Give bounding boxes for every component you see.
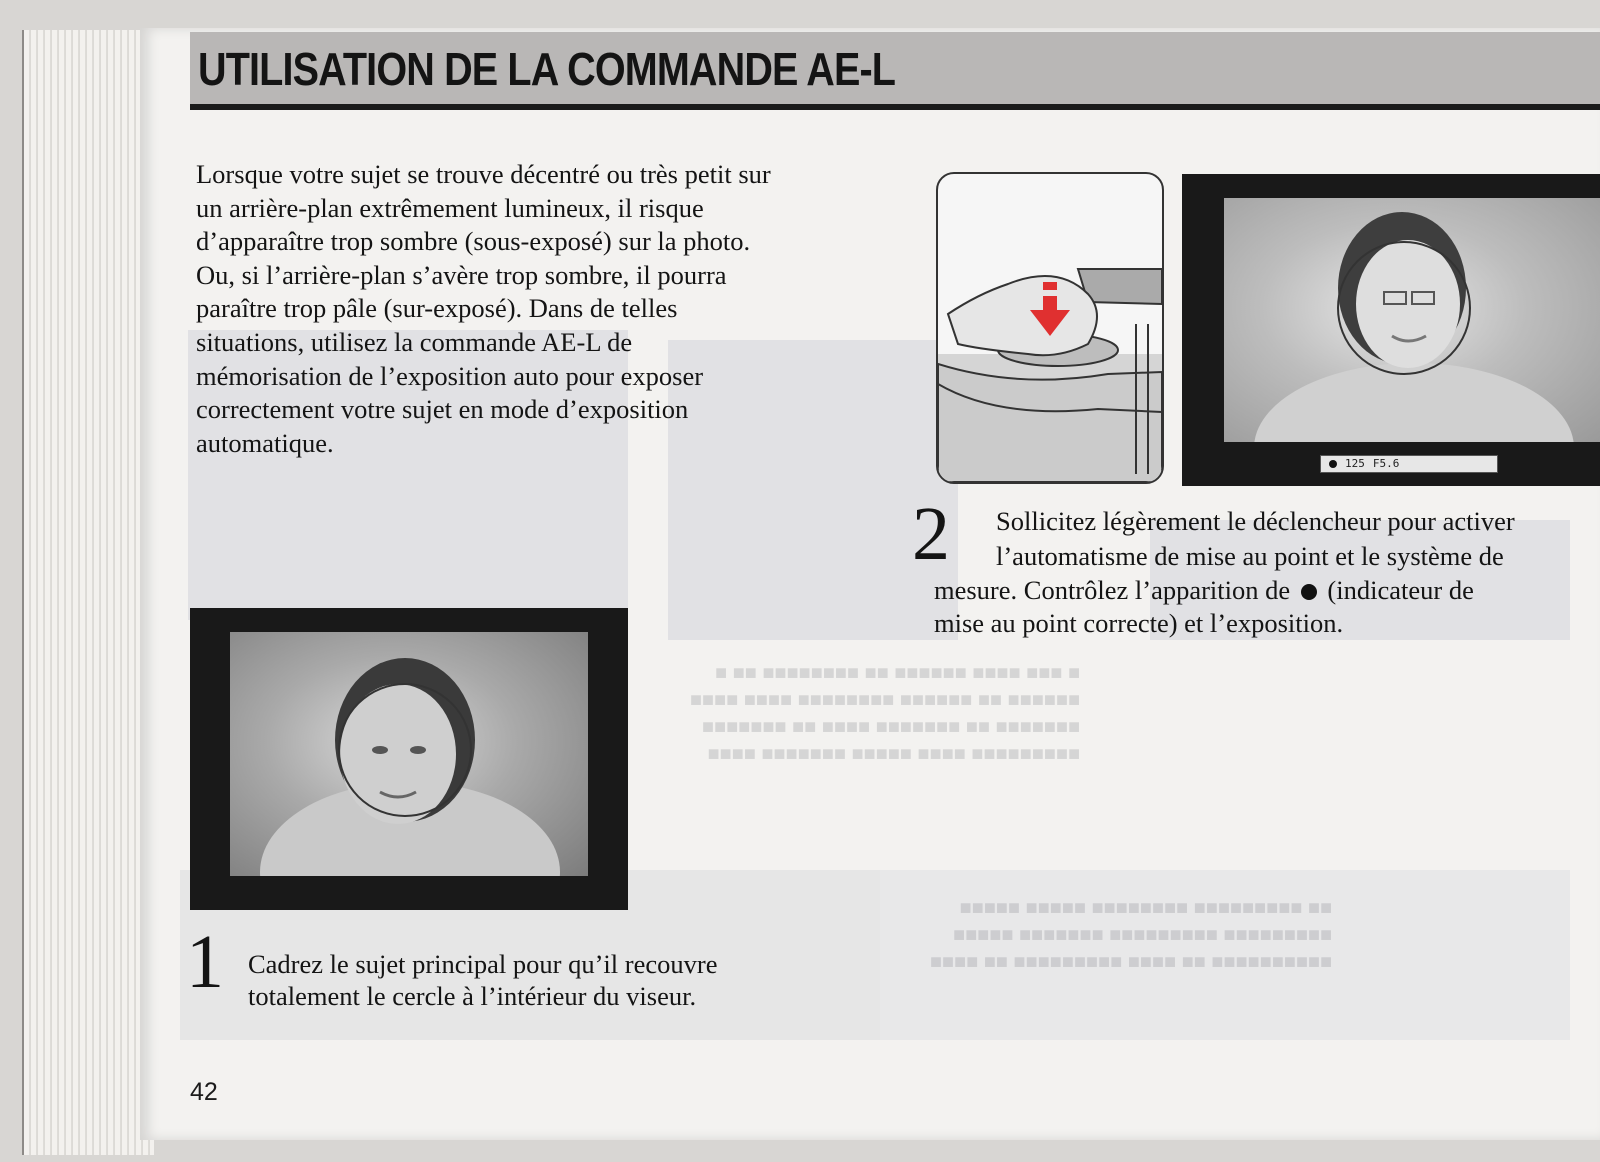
- page-stack-edge: [22, 30, 154, 1155]
- press-indicator: [1043, 282, 1057, 290]
- viewfinder-photo-step1: [230, 632, 588, 876]
- step-2-line-3: [934, 574, 1474, 606]
- viewfinder-frame-step1: [190, 608, 628, 910]
- step-2-line-4: mise au point correcte) et l’exposition.: [934, 608, 1344, 638]
- step-2-line-2: l’automatisme de mise au point et le système de: [996, 541, 1504, 571]
- page-title: UTILISATION DE LA COMMANDE AE-L: [198, 43, 896, 95]
- show-through-text: ■ ■■■ ■■■■ ■■■■■■ ■■ ■■■■■■■■ ■■ ■ ■■■■■■ ■■ ■■■■■■ ■■■■■■■■ ■■■■ ■■■■ ■■■■■■■ ■■ ■■■■■■■ ■■■■ ■■ ■■■■■■■ ■■■■■■■■■ ■■■■ ■■■■■ ■■■■■■■ ■■■■: [690, 662, 1081, 765]
- focus-indicator-icon: [1329, 460, 1337, 468]
- portrait-illustration: [1224, 198, 1600, 442]
- intro-paragraph: Lorsque votre sujet se trouve décentré ou très petit sur un arrière-plan extrêmement lumineux, il risque d’apparaître trop sombre (sous-exposé) sur la photo. Ou, si l’arrière-plan s’avère trop sombre, il pourra paraître trop pâle (sur-exposé). Dans de telles situations, utilisez la commande AE-L de mémorisation de l’exposition auto pour exposer correctement votre sujet en mode d’exposition automatique.: [196, 159, 771, 458]
- step-1-line-1: Cadrez le sujet principal pour qu’il recouvre: [248, 949, 718, 979]
- page-number: 42: [190, 1078, 218, 1106]
- focus-indicator-dot-icon: [1301, 584, 1317, 600]
- viewfinder-frame-step2: [1182, 174, 1600, 486]
- shutter-speed-readout: 125: [1345, 457, 1365, 470]
- step-number-1: 1: [186, 920, 224, 1004]
- camera-top-icon: [938, 174, 1162, 482]
- portrait-illustration: [230, 632, 588, 876]
- step-2-line-3-end: (indicateur de: [1327, 575, 1474, 605]
- step-number-2: 2: [912, 492, 950, 576]
- viewfinder-photo-step2: [1224, 198, 1600, 442]
- show-through-text: ■■ ■■■■■■■■■ ■■■■■■■■ ■■■■■ ■■■■■ ■■■■■■■■■ ■■■■■■■■■ ■■■■■■■ ■■■■■ ■■■■■■■■■■ ■■ ■■■■ ■■■■■■■■■ ■■ ■■■■: [930, 897, 1333, 973]
- shutter-button-illustration: [936, 172, 1164, 484]
- step-1-line-2: totalement le cercle à l’intérieur du viseur.: [248, 981, 697, 1011]
- step-2-line-3-start: mesure. Contrôlez l’apparition de: [934, 575, 1291, 605]
- aperture-readout: F5.6: [1372, 457, 1400, 470]
- viewfinder-exposure-display: [1320, 455, 1498, 473]
- step-2-line-1: Sollicitez légèrement le déclencheur pour activer: [996, 506, 1515, 536]
